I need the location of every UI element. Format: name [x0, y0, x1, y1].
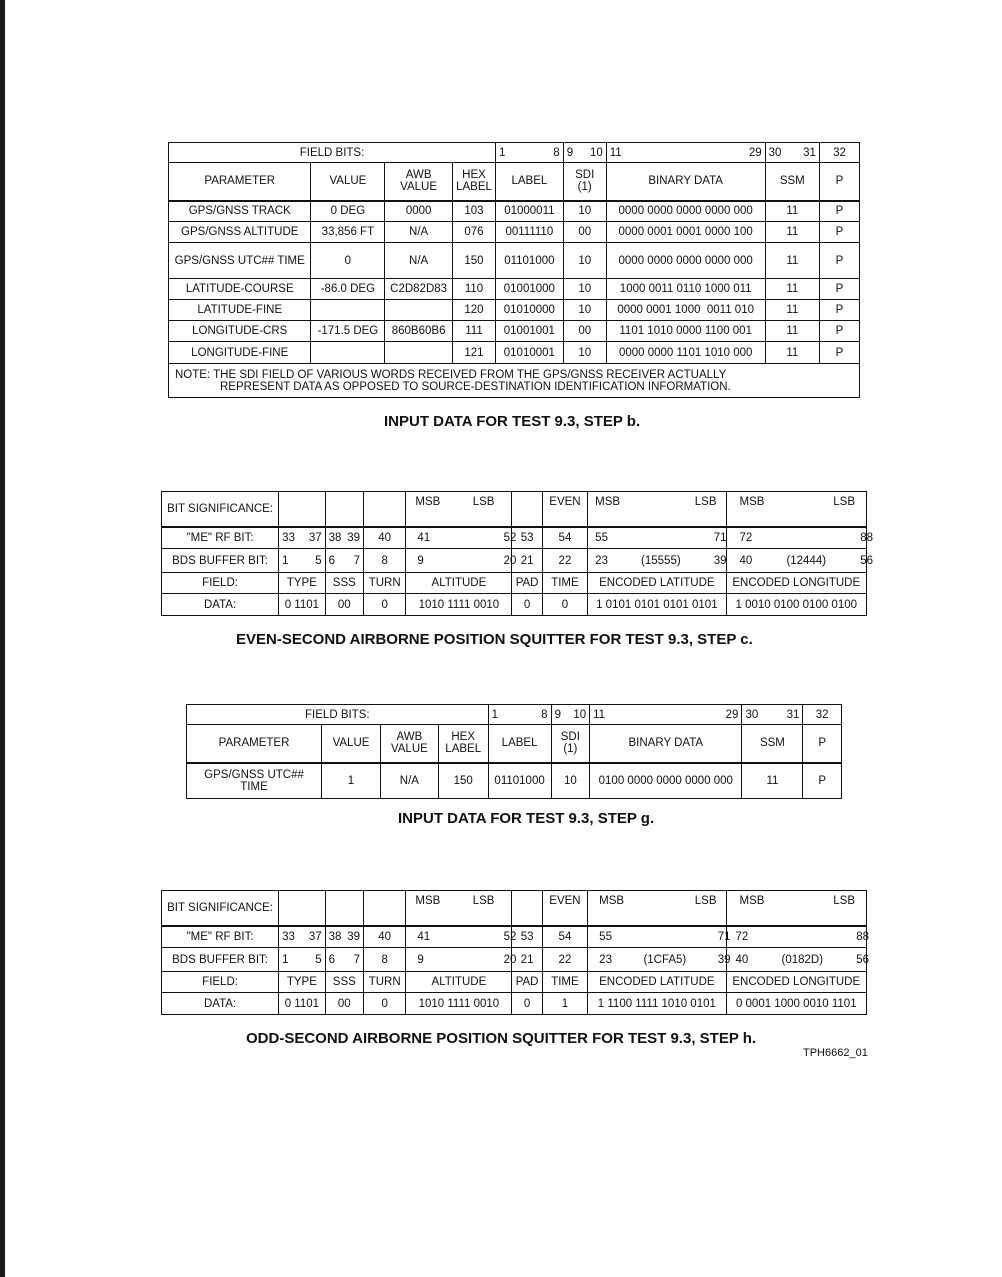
field-type: TYPE — [279, 573, 325, 594]
cell-hex: 121 — [452, 342, 495, 364]
cell-param: LATITUDE-FINE — [169, 300, 311, 321]
bit-number: 37 — [308, 531, 322, 544]
bit-number: 9 — [417, 953, 424, 966]
bit-number: 53 — [512, 926, 542, 948]
cell-binary: 1000 0011 0110 1000 011 — [606, 279, 765, 300]
cell-binary: 0000 0001 1000 0011 010 — [606, 300, 765, 321]
cell-ssm: 11 — [765, 321, 819, 342]
msb-label: MSB — [739, 895, 765, 907]
cell-awb — [385, 300, 453, 321]
cell-param: LONGITUDE-FINE — [169, 342, 311, 364]
cell-sdi: 10 — [563, 300, 606, 321]
cell-label: 00111110 — [496, 222, 564, 243]
bds-buffer-bit-label: BDS BUFFER BIT: — [162, 549, 279, 573]
note-line-2: REPRESENT DATA AS OPPOSED TO SOURCE-DESTINATION IDENTIFICATION INFORMATION. — [220, 380, 731, 393]
cell-p: P — [819, 201, 859, 222]
msb-label: MSB — [739, 496, 765, 508]
msb-label: MSB — [415, 496, 441, 508]
data-sss: 00 — [325, 594, 363, 616]
table-row — [169, 222, 860, 243]
cell-sdi: 10 — [563, 342, 606, 364]
cell-value: 1 — [322, 763, 381, 799]
bit-number: 7 — [353, 953, 360, 966]
data-encoded-latitude: 1 0101 0101 0101 0101 — [588, 594, 726, 616]
bds-buffer-bit-label: BDS BUFFER BIT: — [162, 948, 279, 972]
bit-number: 31 — [803, 146, 816, 159]
col-header-binary: BINARY DATA — [590, 725, 742, 763]
cell-label: 01001000 — [496, 279, 564, 300]
field-encoded-latitude: ENCODED LATITUDE — [588, 972, 726, 993]
cell-binary: 0000 0000 0000 0000 000 — [606, 201, 765, 222]
bit-significance-label: BIT SIGNIFICANCE: — [162, 492, 279, 527]
cell-awb: N/A — [380, 763, 438, 799]
table-row — [169, 342, 860, 364]
data-time: 1 — [542, 993, 587, 1015]
cell-ssm: 11 — [765, 243, 819, 279]
bit-number: 33 — [282, 531, 295, 544]
table-row — [169, 321, 860, 342]
table-row — [187, 763, 842, 799]
cell-awb: N/A — [385, 222, 453, 243]
cell-value — [311, 342, 385, 364]
bit-number: 71 — [717, 930, 731, 943]
bit-number: 7 — [353, 554, 360, 567]
msb-label: MSB — [599, 895, 625, 907]
data-label: DATA: — [162, 993, 279, 1015]
cell-sdi: 10 — [563, 279, 606, 300]
field-label: FIELD: — [162, 972, 279, 993]
cell-param: GPS/GNSS UTC## TIME — [187, 763, 322, 799]
bit-number: 1 — [282, 953, 289, 966]
field-bits-header: FIELD BITS: — [169, 143, 496, 163]
col-header-p: P — [803, 725, 842, 763]
cell-label: 01101000 — [496, 243, 564, 279]
bit-number: 6 — [328, 554, 336, 567]
caption-step-b: INPUT DATA FOR TEST 9.3, STEP b. — [384, 413, 641, 430]
col-header-hex: HEX LABEL — [438, 725, 488, 763]
cell-label: 01010001 — [496, 342, 564, 364]
field-turn: TURN — [363, 972, 405, 993]
bit-number: 21 — [512, 948, 542, 972]
data-turn: 0 — [363, 594, 405, 616]
col-header-p: P — [819, 163, 859, 201]
bit-number: 11 — [593, 708, 606, 721]
cell-value: 0 DEG — [311, 201, 385, 222]
cell-sdi: 10 — [551, 763, 590, 799]
cell-binary: 0100 0000 0000 0000 000 — [590, 763, 742, 799]
data-encoded-latitude: 1 1100 1111 1010 0101 — [588, 993, 726, 1015]
hex-value: (0182D) — [781, 953, 824, 966]
cell-hex: 076 — [452, 222, 495, 243]
cell-param: GPS/GNSS ALTITUDE — [169, 222, 311, 243]
lsb-label: LSB — [833, 496, 855, 508]
bit-number: 38 — [328, 531, 342, 544]
field-label: FIELD: — [162, 573, 279, 594]
bit-number: 38 — [328, 930, 342, 943]
cell-binary: 0000 0000 1101 1010 000 — [606, 342, 765, 364]
cell-value: -171.5 DEG — [311, 321, 385, 342]
even-label: EVEN — [542, 891, 587, 926]
col-header-binary: BINARY DATA — [606, 163, 765, 201]
data-pad: 0 — [512, 993, 542, 1015]
msb-label: MSB — [595, 496, 621, 508]
data-altitude: 1010 1111 0010 — [406, 993, 512, 1015]
cell-label: 01000011 — [496, 201, 564, 222]
cell-binary: 1101 1010 0000 1100 001 — [606, 321, 765, 342]
col-header-awb: AWB VALUE — [380, 725, 438, 763]
bit-number: 39 — [713, 554, 727, 567]
input-data-table-step-g — [186, 704, 842, 799]
cell-awb: 860B60B6 — [385, 321, 453, 342]
bit-number: 10 — [573, 708, 587, 721]
bit-number: 20 — [503, 953, 517, 966]
cell-sdi: 10 — [563, 243, 606, 279]
bit-number: 23 — [599, 953, 612, 966]
data-time: 0 — [542, 594, 587, 616]
bit-number: 23 — [595, 554, 608, 567]
bit-number: 1 — [491, 708, 499, 721]
bit-number: 72 — [739, 531, 753, 544]
field-bits-header: FIELD BITS: — [187, 705, 489, 725]
hex-value: (15555) — [641, 554, 681, 567]
col-header-ssm: SSM — [742, 725, 803, 763]
data-encoded-longitude: 1 0010 0100 0100 0100 — [726, 594, 866, 616]
cell-binary: 0000 0001 0001 0000 100 — [606, 222, 765, 243]
cell-hex: 111 — [452, 321, 495, 342]
bit-number: 54 — [542, 527, 587, 549]
field-encoded-longitude: ENCODED LONGITUDE — [726, 573, 866, 594]
bit-number: 40 — [363, 527, 405, 549]
cell-param: LONGITUDE-CRS — [169, 321, 311, 342]
cell-param: LATITUDE-COURSE — [169, 279, 311, 300]
field-sss: SSS — [325, 573, 363, 594]
bit-number: 8 — [541, 708, 548, 721]
cell-ssm: 11 — [765, 342, 819, 364]
bit-number: 9 — [554, 708, 561, 721]
lsb-label: LSB — [694, 496, 717, 508]
data-altitude: 1010 1111 0010 — [406, 594, 512, 616]
cell-sdi: 00 — [563, 222, 606, 243]
cell-value: -86.0 DEG — [311, 279, 385, 300]
col-header-value: VALUE — [322, 725, 381, 763]
cell-p: P — [819, 342, 859, 364]
even-squitter-table-step-c — [161, 491, 873, 616]
input-data-table-step-b — [168, 142, 860, 398]
cell-hex: 120 — [452, 300, 495, 321]
cell-binary: 0000 0000 0000 0000 000 — [606, 243, 765, 279]
bit-number: 30 — [768, 146, 782, 159]
col-header-ssm: SSM — [765, 163, 819, 201]
cell-hex: 150 — [452, 243, 495, 279]
bit-number: 21 — [512, 549, 542, 573]
data-pad: 0 — [512, 594, 542, 616]
hex-value: (1CFA5) — [643, 953, 687, 966]
field-encoded-longitude: ENCODED LONGITUDE — [726, 972, 866, 993]
bit-significance-label: BIT SIGNIFICANCE: — [162, 891, 279, 926]
col-header-sdi: SDI (1) — [563, 163, 606, 201]
bit-number: 22 — [542, 948, 587, 972]
cell-sdi: 10 — [563, 201, 606, 222]
col-header-label: LABEL — [496, 163, 564, 201]
col-header-sdi: SDI (1) — [551, 725, 590, 763]
bit-number: 55 — [595, 531, 608, 544]
cell-p: P — [819, 321, 859, 342]
bit-number: 41 — [417, 930, 431, 943]
bit-number: 11 — [609, 146, 622, 159]
bit-number: 9 — [417, 554, 424, 567]
bit-number: 9 — [566, 146, 574, 159]
bit-number: 52 — [503, 531, 517, 544]
cell-param: GPS/GNSS TRACK — [169, 201, 311, 222]
cell-hex: 150 — [438, 763, 488, 799]
cell-ssm: 11 — [765, 222, 819, 243]
cell-ssm: 11 — [742, 763, 803, 799]
bit-number: 53 — [512, 527, 542, 549]
bit-number: 56 — [856, 953, 869, 966]
data-type: 0 1101 — [279, 594, 325, 616]
me-rf-bit-label: "ME" RF BIT: — [162, 527, 279, 549]
bit-number: 88 — [860, 531, 873, 544]
hex-value: (12444) — [786, 554, 827, 567]
field-encoded-latitude: ENCODED LATITUDE — [588, 573, 726, 594]
bit-number: 32 — [803, 705, 842, 725]
data-label: DATA: — [162, 594, 279, 616]
cell-ssm: 11 — [765, 300, 819, 321]
bit-number: 33 — [282, 930, 295, 943]
cell-p: P — [819, 300, 859, 321]
bit-number: 88 — [856, 930, 869, 943]
bit-number: 40 — [363, 926, 405, 948]
field-type: TYPE — [279, 972, 325, 993]
bit-number: 10 — [589, 146, 603, 159]
bit-number: 55 — [599, 930, 612, 943]
cell-label: 01001001 — [496, 321, 564, 342]
caption-step-c: EVEN-SECOND AIRBORNE POSITION SQUITTER FOR TEST 9.3, STEP c. — [236, 631, 753, 648]
bit-number: 29 — [748, 146, 762, 159]
data-sss: 00 — [325, 993, 363, 1015]
figure-id: TPH6662_01 — [803, 1047, 868, 1059]
odd-squitter-table-step-h — [161, 890, 867, 1015]
bit-number: 37 — [308, 930, 322, 943]
field-sss: SSS — [325, 972, 363, 993]
bit-number: 40 — [739, 554, 753, 567]
field-pad: PAD — [512, 972, 542, 993]
cell-awb: N/A — [385, 243, 453, 279]
table-row — [169, 201, 860, 222]
field-pad: PAD — [512, 573, 542, 594]
lsb-label: LSB — [472, 496, 495, 508]
col-header-parameter: PARAMETER — [187, 725, 322, 763]
data-encoded-longitude: 0 0001 1000 0010 1101 — [726, 993, 866, 1015]
cell-p: P — [819, 222, 859, 243]
col-header-parameter: PARAMETER — [169, 163, 311, 201]
cell-awb: 0000 — [385, 201, 453, 222]
field-time: TIME — [542, 972, 587, 993]
field-turn: TURN — [363, 573, 405, 594]
cell-value: 0 — [311, 243, 385, 279]
lsb-label: LSB — [472, 895, 495, 907]
bit-number: 8 — [553, 146, 560, 159]
bit-number: 31 — [786, 708, 800, 721]
cell-awb — [385, 342, 453, 364]
bit-number: 8 — [363, 549, 405, 573]
col-header-hex: HEX LABEL — [452, 163, 495, 201]
bit-number: 5 — [315, 554, 322, 567]
even-label: EVEN — [542, 492, 587, 527]
bit-number: 56 — [860, 554, 873, 567]
cell-hex: 110 — [452, 279, 495, 300]
data-turn: 0 — [363, 993, 405, 1015]
bit-number: 6 — [328, 953, 336, 966]
bit-number: 8 — [363, 948, 405, 972]
bit-number: 32 — [819, 143, 859, 163]
bit-number: 39 — [347, 930, 360, 943]
bit-number: 41 — [417, 531, 431, 544]
caption-step-h: ODD-SECOND AIRBORNE POSITION SQUITTER FOR TEST 9.3, STEP h. — [246, 1030, 757, 1047]
note-cell — [169, 364, 860, 398]
data-type: 0 1101 — [279, 993, 325, 1015]
table-row — [169, 279, 860, 300]
lsb-label: LSB — [833, 895, 855, 907]
bit-number: 29 — [725, 708, 739, 721]
col-header-awb: AWB VALUE — [385, 163, 453, 201]
bit-number: 40 — [735, 953, 749, 966]
cell-sdi: 00 — [563, 321, 606, 342]
bit-number: 71 — [713, 531, 727, 544]
col-header-value: VALUE — [311, 163, 385, 201]
bit-number: 1 — [282, 554, 289, 567]
caption-step-g: INPUT DATA FOR TEST 9.3, STEP g. — [398, 810, 655, 827]
field-altitude: ALTITUDE — [406, 972, 512, 993]
table-row — [169, 243, 860, 279]
bit-number: 22 — [542, 549, 587, 573]
left-page-edge — [0, 0, 5, 1277]
cell-p: P — [819, 243, 859, 279]
cell-p: P — [819, 279, 859, 300]
cell-label: 01010000 — [496, 300, 564, 321]
field-altitude: ALTITUDE — [406, 573, 512, 594]
cell-ssm: 11 — [765, 201, 819, 222]
field-time: TIME — [542, 573, 587, 594]
cell-p: P — [803, 763, 842, 799]
note-line-1: NOTE: THE SDI FIELD OF VARIOUS WORDS RECEIVED FROM THE GPS/GNSS RECEIVER ACTUALLY — [175, 368, 727, 381]
bit-number: 39 — [347, 531, 360, 544]
cell-ssm: 11 — [765, 279, 819, 300]
me-rf-bit-label: "ME" RF BIT: — [162, 926, 279, 948]
msb-label: MSB — [415, 895, 441, 907]
bit-number: 1 — [499, 146, 506, 159]
bit-number: 30 — [745, 708, 759, 721]
cell-awb: C2D82D83 — [385, 279, 453, 300]
lsb-label: LSB — [694, 895, 717, 907]
cell-param: GPS/GNSS UTC## TIME — [169, 243, 311, 279]
bit-number: 72 — [735, 930, 749, 943]
bit-number: 52 — [503, 930, 517, 943]
cell-hex: 103 — [452, 201, 495, 222]
cell-value — [311, 300, 385, 321]
cell-value: 33,856 FT — [311, 222, 385, 243]
cell-label: 01101000 — [488, 763, 551, 799]
bit-number: 20 — [503, 554, 517, 567]
table-row — [169, 300, 860, 321]
bit-number: 39 — [717, 953, 731, 966]
bit-number: 5 — [315, 953, 322, 966]
col-header-label: LABEL — [488, 725, 551, 763]
bit-number: 54 — [542, 926, 587, 948]
